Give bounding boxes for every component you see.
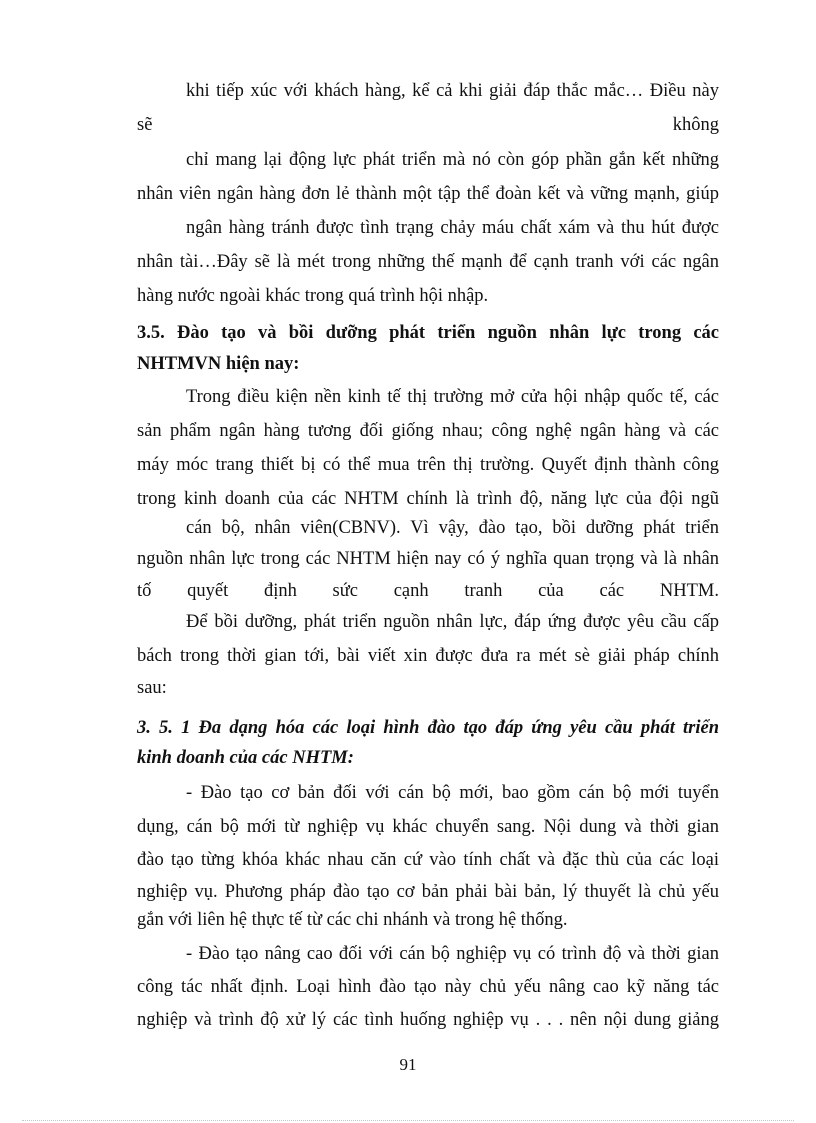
text-line <box>137 113 719 137</box>
text-line: công tác nhất định. Loại hình đào tạo này chủ yếu nâng cao kỹ năng tác <box>137 977 719 997</box>
text-line: trong kinh doanh của các NHTM chính là trình độ, năng lực của đội ngũ <box>137 489 719 509</box>
subsection-heading: 3. 5. 1 Đa dạng hóa các loại hình đào tạo đáp ứng yêu cầu phát triển <box>137 718 719 738</box>
page-number: 91 <box>399 1055 417 1074</box>
text-word: định <box>263 581 297 601</box>
text-word: tố <box>137 581 152 601</box>
text-word: quyết <box>187 581 229 601</box>
text-line: - Đào tạo nâng cao đối với cán bộ nghiệp vụ có trình độ và thời gian <box>186 944 719 964</box>
text-word: NHTM. <box>659 581 719 601</box>
text-line: - Đào tạo cơ bản đối với cán bộ mới, bao gồm cán bộ mới tuyển <box>186 783 719 803</box>
section-heading: 3.5. Đào tạo và bồi dưỡng phát triển nguồn nhân lực trong các <box>137 323 719 343</box>
text-line: nhân tài…Đây sẽ là mét trong những thế mạnh để cạnh tranh với các ngân <box>137 252 719 272</box>
text-word: của <box>538 581 564 601</box>
text-word: sẽ <box>137 115 153 135</box>
text-word: cạnh <box>393 581 429 601</box>
text-line: dụng, cán bộ mới từ nghiệp vụ khác chuyển sang. Nội dung và thời gian <box>137 817 719 837</box>
text-line: gắn với liên hệ thực tế từ các chi nhánh và trong hệ thống. <box>137 910 568 930</box>
text-word: sức <box>332 581 358 601</box>
text-line: khi tiếp xúc với khách hàng, kể cả khi giải đáp thắc mắc… Điều này <box>186 81 719 101</box>
text-line: sau: <box>137 678 167 698</box>
text-line: nguồn nhân lực trong các NHTM hiện nay có ý nghĩa quan trọng và là nhân <box>137 549 719 569</box>
text-line: nghiệp và trình độ xử lý các tình huống nghiệp vụ . . . nên nội dung giảng <box>137 1010 719 1030</box>
subsection-heading: kinh doanh của các NHTM: <box>137 748 354 768</box>
text-line: Để bồi dưỡng, phát triển nguồn nhân lực, đáp ứng được yêu cầu cấp <box>186 612 719 632</box>
text-line <box>137 579 719 603</box>
text-line: đào tạo từng khóa khác nhau căn cứ vào tính chất và đặc thù của các loại <box>137 850 719 870</box>
page-bottom-divider <box>22 1120 794 1121</box>
text-line: bách trong thời gian tới, bài viết xin được đưa ra mét sè giải pháp chính <box>137 646 719 666</box>
text-word: các <box>599 581 625 601</box>
text-line: chỉ mang lại động lực phát triển mà nó còn góp phần gắn kết những <box>186 150 719 170</box>
section-heading: NHTMVN hiện nay: <box>137 354 300 374</box>
text-line: máy móc trang thiết bị có thể mua trên thị trường. Quyết định thành công <box>137 455 719 475</box>
text-line: ngân hàng tránh được tình trạng chảy máu chất xám và thu hút được <box>186 218 719 238</box>
text-line: nhân viên ngân hàng đơn lẻ thành một tập thể đoàn kết và vững mạnh, giúp <box>137 184 719 204</box>
text-line: Trong điều kiện nền kinh tế thị trường mở cửa hội nhập quốc tế, các <box>186 387 719 407</box>
text-line: hàng nước ngoài khác trong quá trình hội nhập. <box>137 286 489 306</box>
text-line: nghiệp vụ. Phương pháp đào tạo cơ bản phải bài bản, lý thuyết là chủ yếu <box>137 882 719 902</box>
text-line: cán bộ, nhân viên(CBNV). Vì vậy, đào tạo, bồi dưỡng phát triển <box>186 518 719 538</box>
text-line: sản phẩm ngân hàng tương đối giống nhau; công nghệ ngân hàng và các <box>137 421 719 441</box>
text-word: không <box>672 115 719 135</box>
text-word: tranh <box>464 581 503 601</box>
